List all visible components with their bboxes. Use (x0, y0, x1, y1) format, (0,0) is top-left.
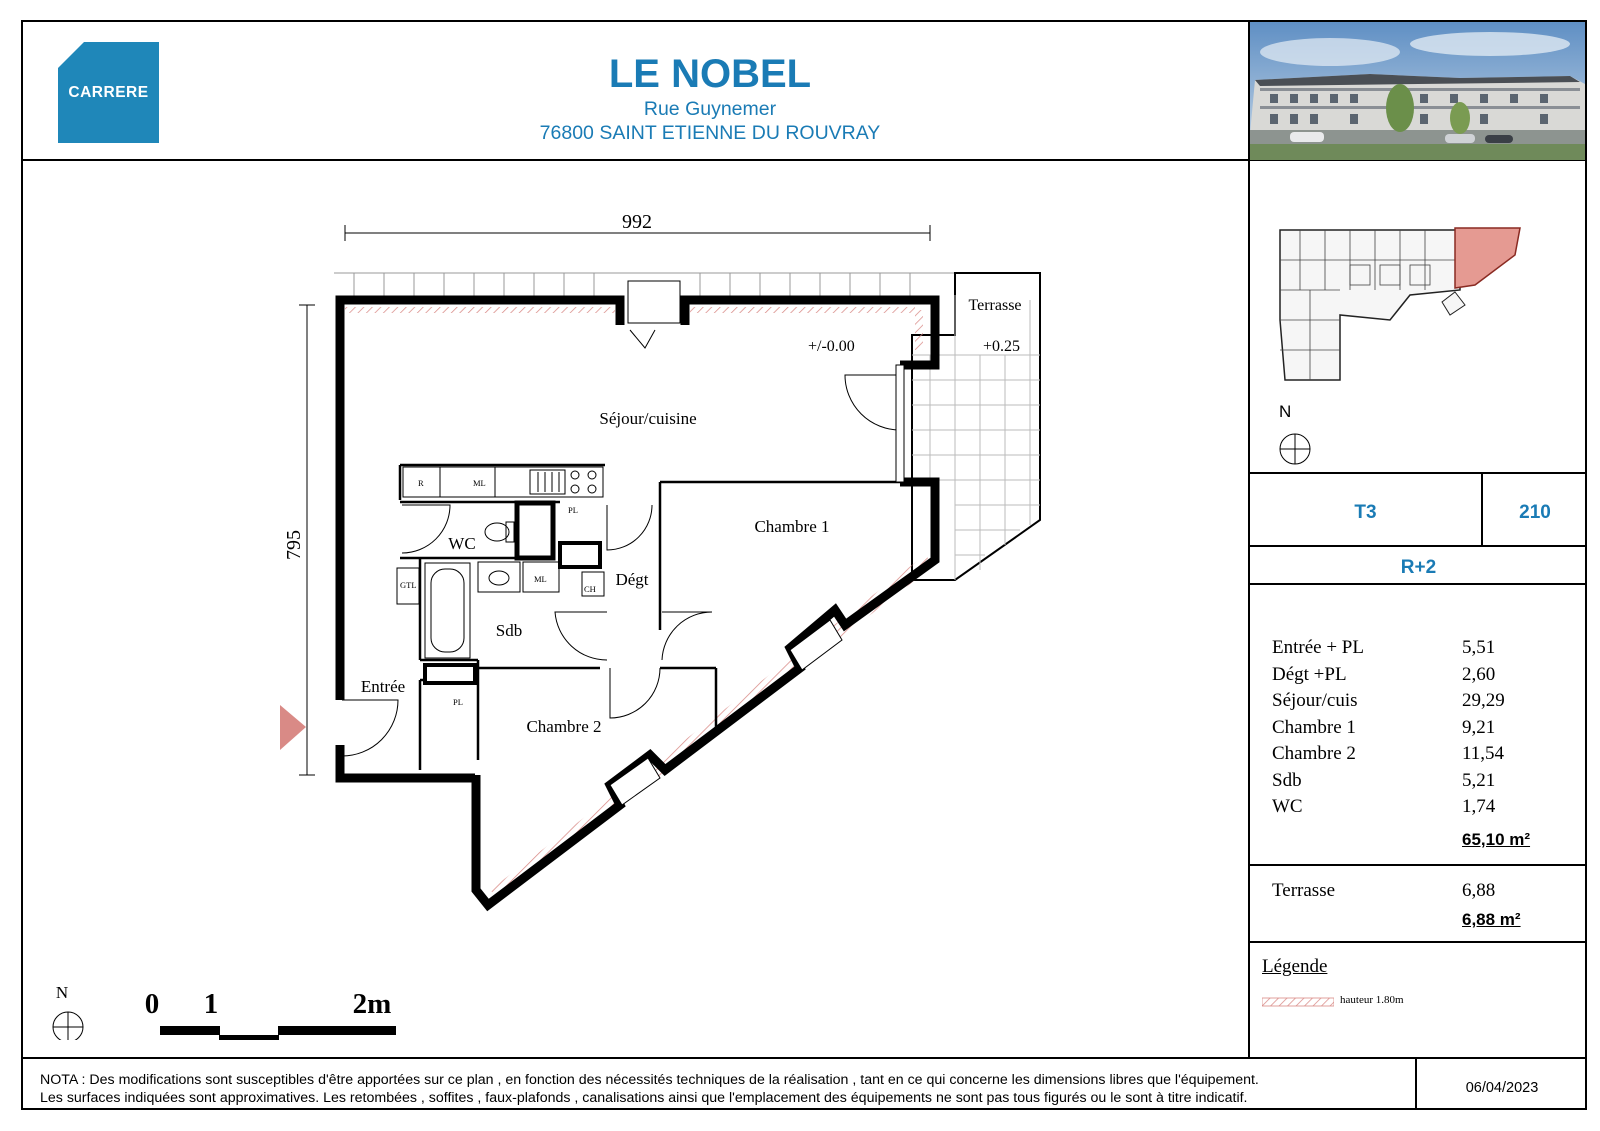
surface-label: WC (1272, 796, 1303, 817)
room-label-degt: Dégt (615, 570, 649, 589)
surface-value: 1,74 (1462, 796, 1496, 817)
entrance-arrow-icon (280, 705, 306, 750)
nota-text (40, 1071, 1259, 1107)
surface-total: 65,10 m² (1462, 830, 1531, 849)
duct (560, 543, 600, 567)
nota-line-2: Les surfaces indiquées sont approximatives. Les retombées , soffites , faux-plafonds , canalisations ainsi que l'emplacement des équipements ne sont pas tous figurés ou le sont à titre indicatif. (40, 1090, 1248, 1106)
room-label-entree: Entrée (360, 677, 406, 696)
kitchen-counter (403, 467, 603, 497)
bathtub (425, 563, 470, 658)
fixture-ml-kitchen: ML (473, 478, 486, 488)
terrace-total: 6,88 m² (1462, 910, 1521, 929)
sidebar-line-5 (1248, 941, 1587, 943)
sidebar-divider (1248, 20, 1250, 1058)
project-street: Rue Guynemer (643, 98, 777, 120)
project-city: 76800 SAINT ETIENNE DU ROUVRAY (539, 122, 881, 144)
low-ceiling-hatch (915, 310, 923, 350)
room-label-terrasse: Terrasse (968, 297, 1022, 314)
north-label: N (55, 983, 69, 1002)
windows (610, 281, 904, 805)
fixture-pl2: PL (453, 697, 463, 707)
apartment-number: 210 (1519, 502, 1551, 523)
surface-label: Séjour/cuis (1272, 690, 1358, 711)
room-label-chambre1: Chambre 1 (754, 517, 830, 536)
surface-value: 29,29 (1462, 690, 1505, 711)
surface-label: Entrée + PL (1272, 637, 1364, 658)
legend-hatch-swatch (1262, 997, 1334, 1007)
apartment-highlight (1455, 228, 1520, 288)
level-terrace: +0.25 (983, 338, 1021, 355)
logo-text: CARRERE (68, 84, 149, 101)
surface-value: 5,51 (1462, 637, 1496, 658)
surface-value: 2,60 (1462, 663, 1496, 685)
fixture-ch: CH (584, 584, 596, 594)
fixture-gtl: GTL (400, 580, 417, 590)
apartment-type: T3 (1354, 502, 1377, 523)
north-compass-icon (53, 1012, 83, 1040)
sidebar-line-4 (1248, 864, 1587, 866)
room-label-sdb: Sdb (495, 621, 523, 640)
surface-label: Chambre 2 (1272, 743, 1356, 764)
sidebar-line-3 (1248, 583, 1587, 585)
fixture-fridge: R (418, 478, 424, 488)
scale-label-2m: 2m (352, 988, 392, 1020)
terrace-label: Terrasse (1272, 880, 1336, 901)
terrace-value: 6,88 (1462, 880, 1496, 901)
surface-value: 11,54 (1462, 743, 1505, 764)
exterior-walls (340, 300, 935, 905)
surface-value: 5,21 (1462, 769, 1496, 791)
duct (517, 503, 553, 558)
room-label-sejour: Séjour/cuisine (599, 409, 697, 428)
sidebar-line-2 (1248, 545, 1587, 547)
scale-bar (160, 1026, 396, 1040)
key-plan-north-label: N (1279, 402, 1292, 421)
toilet (485, 522, 514, 542)
low-ceiling-hatch (690, 307, 915, 313)
building-render-image (1250, 22, 1585, 160)
surface-label: Chambre 1 (1272, 716, 1356, 738)
room-label-wc: WC (448, 534, 476, 553)
footer-divider (21, 1057, 1587, 1059)
surface-value: 9,21 (1462, 716, 1496, 738)
key-plan-compass-icon (1278, 432, 1312, 466)
plan-date: 06/04/2023 (1465, 1080, 1539, 1096)
sidebar-line-1 (1248, 472, 1587, 474)
surface-label: Dégt +PL (1272, 663, 1347, 685)
duct (425, 665, 475, 683)
low-ceiling-hatch (345, 307, 615, 313)
apartment-floor: R+2 (1400, 557, 1437, 578)
room-label-chambre2: Chambre 2 (526, 717, 602, 736)
legend-item: hauteur 1.80m (1340, 994, 1404, 1006)
project-title: LE NOBEL (608, 52, 812, 96)
fixture-ml-bath: ML (534, 574, 547, 584)
level-main: +/-0.00 (808, 338, 855, 355)
washbasin (478, 562, 520, 592)
nota-line-1: NOTA : Des modifications sont susceptibles d'être apportées sur ce plan , en fonction des nécessités techniques de la réalisation , tant en ce qui concerne les dimensions libres que l'équipement. (40, 1072, 1259, 1088)
terrace-row (1272, 880, 1335, 902)
doors (342, 330, 900, 756)
surface-label: Sdb (1272, 769, 1302, 791)
fixture-pl1: PL (568, 505, 578, 515)
height-dimension: 795 (283, 530, 305, 560)
scale-label-1: 1 (203, 988, 219, 1020)
width-dimension: 992 (622, 211, 652, 233)
scale-label-0: 0 (144, 988, 160, 1020)
legend-title: Légende (1262, 956, 1328, 977)
